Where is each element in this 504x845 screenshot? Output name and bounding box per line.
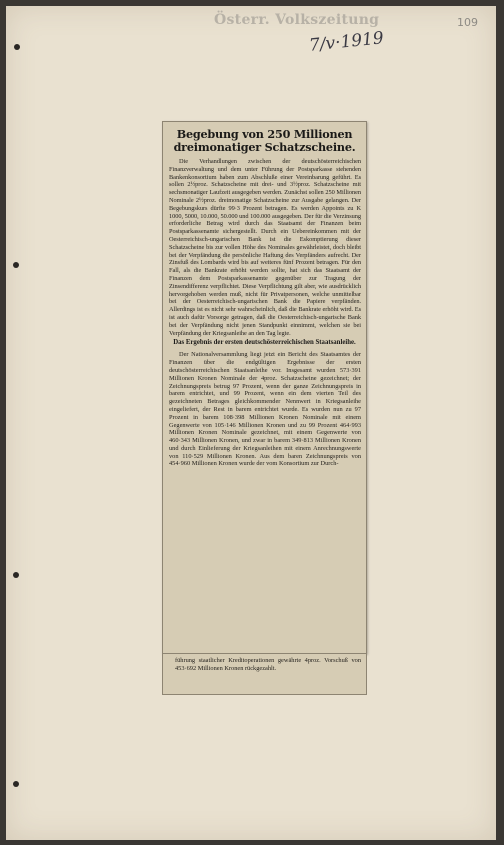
punch-hole xyxy=(13,262,19,268)
continuation-text: führung staatlicher Kreditoperationen gewährte 4proz. Vorschuß von 453·692 Millionen Kronen rückgezahlt. xyxy=(175,657,361,672)
handwritten-date: 7/v·1919 xyxy=(308,28,385,56)
article-headline: Begebung von 250 Millionen dreimonatiger Schatzscheine. xyxy=(173,127,356,154)
folio-number: 109 xyxy=(457,16,478,29)
newspaper-stamp: Österr. Volkszeitung xyxy=(214,12,380,28)
punch-hole xyxy=(13,781,19,787)
article-body xyxy=(163,158,366,337)
article-paragraph-2: Der Nationalversammlung liegt jetzt ein Bericht des Staatsamtes der Finanzen über die endgültigen Ergebnisse der ersten deutschösterreichischen Staatsanleihe vor. Insgesamt wurden 573·391 Millionen Kronen Nominale der 4proz. Schatzscheine gezeichnet; der Zeichnungspreis betrug 97 Prozent, wenn der ganze Zeichnungspreis in barem entrichtet, und 99 Prozent, wenn ein dem vierten Teil des gezeichneten Betrages gleichkommender Nennwert in Kriegsanleihe eingeliefert, der Rest in barem entrichtet wurde. Es wurden nun zu 97 Prozent in barem 108·398 Millionen Kronen Nominale mit einem Gegenwerte von 105·146 Millionen Kronen und zu 99 Prozent 464·993 Millionen Kronen Nominale gezeichnet, mit einem Gegenwerte von 460·343 Millionen Kronen, und zwar in barem 349·813 Millionen Kronen und durch Einlieferung der Kriegsanleihen mit einem Anrechnungswerte von 110·529 Millionen Kronen. Aus dem baren Zeichnungspreis von 454·960 Millionen Kronen wurde der vom Konsortium zur Durch- xyxy=(169,351,361,468)
article-paragraph-1: Die Verhandlungen zwischen der deutschösterreichischen Finanzverwaltung und dem unter Führung der Postsparkasse stehenden Bankenkonsortium haben zum Abschluße einer Vereinbarung geführt. Es sollen 2½proz. Schatzscheine mit drei- und 3½proz. Schatzscheine mit sechsmonatiger Laufzeit ausgegeben werden. Zunächst sollen 250 Millionen Nominale 2½proz. dreimonatige Schatzscheine zur Ausgabe gelangen. Der Begebungskurs dürfte 99·3 Prozent betragen. Es werden Appoints zu K 1000, 5000, 10.000, 50.000 und 100.000 ausgegeben. Der für die Verzinsung erforderliche Betrag wird durch das Staatsamt der Finanzen beim Postsparkassenamte sichergestellt. Durch ein Uebereinkommen mit der Oesterreichisch-ungarischen Bank ist die Eskomptierung dieser Schatzscheine bis zur vollen Höhe des Nominales gewährleistet, doch bleibt bei der Verpfändung die persönliche Haftung des Verpfänders aufrecht. Der Zinsfuß des Lombards wird bis auf weiteres fünf Prozent betragen. Für den Fall, als die Bankrate erhöht werden sollte, hat sich das Staatsamt der Finanzen dem Postsparkassenamte gegenüber zur Tragung der Zinsendifferenz verpflichtet. Diese Verpflichtung gilt aber, wie ausdrücklich hervorgehoben werden muß, nicht für Privatpersonen, welche unmittelbar bei der Oesterreichisch-ungarischen Bank die Papiere verpfänden. Allerdings ist es nicht sehr wahrscheinlich, daß die Bankrate erhöht wird. Es ist auch dafür Vorsorge getragen, daß die Oesterreichisch-ungarische Bank bei der Verpfändung nicht jenen Standpunkt einnimmt, welchen sie bei Verpfändung der Kriegsanleihe an den Tag legte. xyxy=(169,158,361,337)
article-subhead: Das Ergebnis der ersten deutschösterreichischen Staatsanleihe. xyxy=(173,339,356,347)
punch-hole xyxy=(14,44,20,50)
newspaper-clipping xyxy=(162,121,367,654)
punch-hole xyxy=(13,572,19,578)
clipping-continuation xyxy=(162,653,367,695)
article-body-2 xyxy=(163,348,366,468)
